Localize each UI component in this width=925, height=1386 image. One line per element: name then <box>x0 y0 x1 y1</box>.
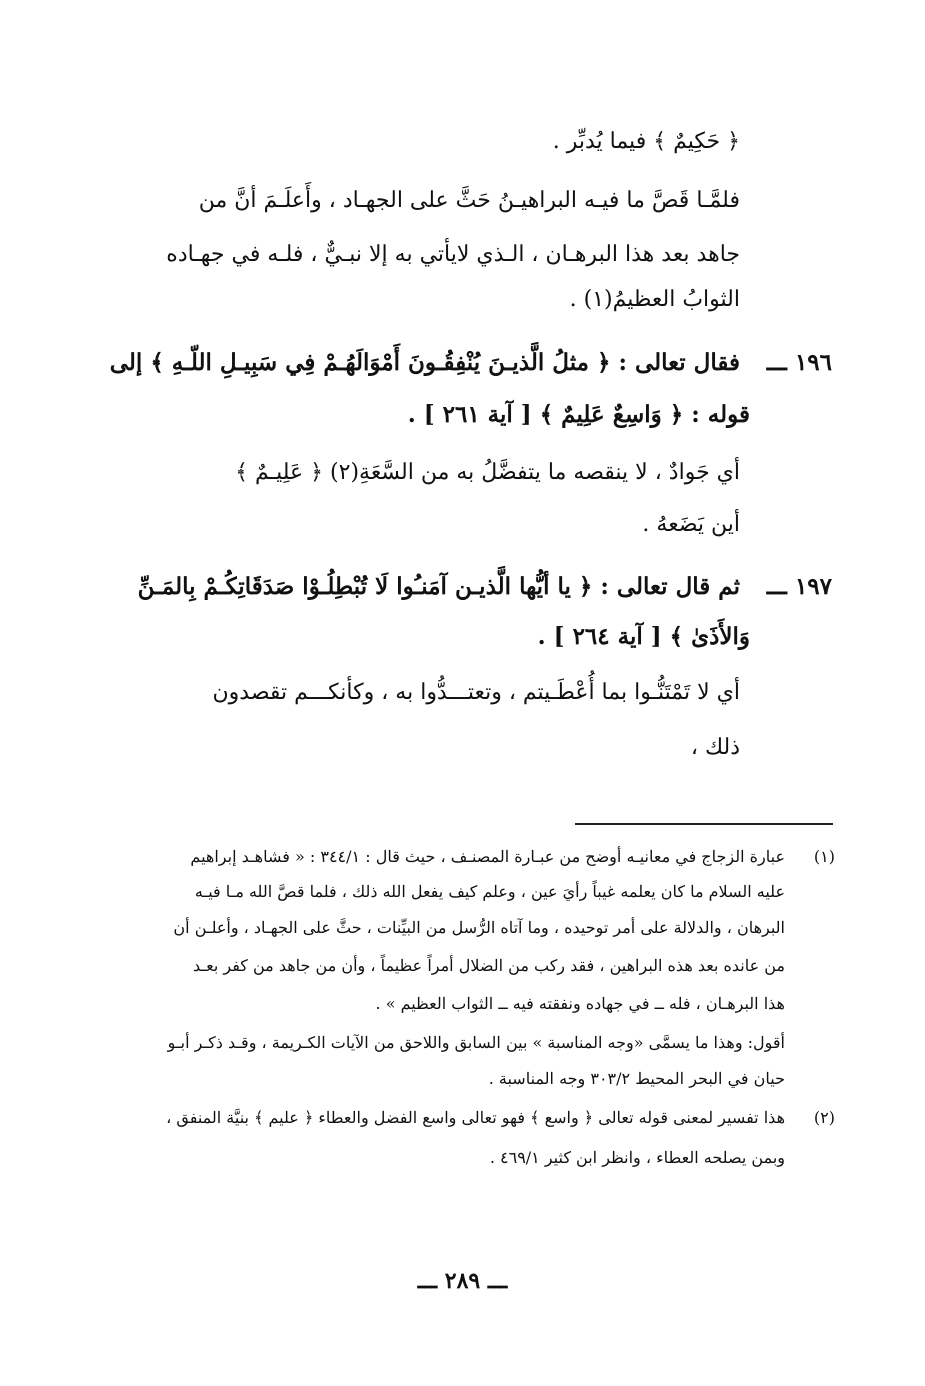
footnote-1-line-4: من عانده بعد هذه البراهين ، فقد ركب من الضلال أمراً عظيماً ، وأن من جاهد من كفر بعـد <box>193 956 785 975</box>
entry-196-text-line-1: أي جَوادٌ ، لا ينقصه ما يتفضَّلُ به من السَّعَةِ(٢) ﴿ عَلِيـمٌ ﴾ <box>235 460 740 485</box>
footnote-divider <box>575 823 833 825</box>
footnote-1-number: (١) <box>813 847 835 866</box>
footnote-1-line-7: حيان في البحر المحيط ٣٠٣/٢ وجه المناسبة . <box>488 1069 785 1088</box>
entry-196-heading-line-1: فقال تعالى : ﴿ مثلُ الَّذيـنَ يُنْفِقُـونَ أَمْوَالَهُـمْ فِي سَبِيـلِ اللّـهِ ﴾ إلى <box>109 349 740 376</box>
entry-196-heading-line-2: قوله : ﴿ وَاسِعٌ عَلِيمٌ ﴾ [ آية ٢٦١ ] . <box>407 401 750 428</box>
entry-196-number: ١٩٦ ـــ <box>766 349 832 376</box>
footnote-1-line-1: عبارة الزجاج في معانيـه أوضح من عبـارة المصنـف ، حيث قال : ٣٤٤/١ : « فشاهـد إبراهيم <box>190 847 785 866</box>
entry-197-text-line-2: ذلك ، <box>690 735 740 760</box>
footnote-1-line-3: البرهان ، والدلالة على أمر توحيده ، وما آتاه الرُّسل من البيِّنات ، حثَّ على الجهـاد ، وأعلـن أن <box>173 918 785 937</box>
footnote-1-line-2: عليه السلام ما كان يعلمه غيباً رأيَ عين ، وعلم كيف يفعل الله ذلك ، فلما قصَّ الله مـا فيـه <box>194 882 785 901</box>
main-line-1: ﴿ حَكِيمٌ ﴾ فيما يُدبِّر . <box>552 129 740 154</box>
footnote-2-line-1: هذا تفسير لمعنى قوله تعالى ﴿ واسع ﴾ فهو تعالى واسع الفضل والعطاء ﴿ عليم ﴾ بنيَّة المنفق ، <box>166 1108 785 1127</box>
page-number: ـــ ٢٨٩ ـــ <box>417 1268 508 1294</box>
entry-197-number: ١٩٧ ـــ <box>766 573 832 600</box>
entry-196-text-line-2: أين يَضَعهُ . <box>642 512 740 537</box>
main-line-3: جاهد بعد هذا البرهـان ، الـذي لايأتي به إلا نبـيٌّ ، فلـه في جهـاده <box>166 242 740 267</box>
main-line-2: فلمَّـا قَصَّ ما فيـه البراهيـنُ حَثَّ على الجهـاد ، وأَعلَـمَ أنَّ من <box>198 188 740 213</box>
footnote-1-line-5: هذا البرهـان ، فله ــ في جهاده ونفقته فيه ــ الثواب العظيم » . <box>375 994 785 1013</box>
footnote-2-number: (٢) <box>813 1108 835 1127</box>
main-line-4: الثوابُ العظيمُ(١) . <box>569 287 740 312</box>
entry-197-heading-line-1: ثم قال تعالى : ﴿ يا أيُّها الَّذيـن آمَنـُوا لَا تُبْطِلُـوْا صَدَقَاتِكُـمْ بِالمَـنِّ <box>137 573 740 600</box>
entry-197-text-line-1: أي لا تَمْتَنُّـوا بما أُعْطَـيتم ، وتعتـــدُّوا به ، وكأنكـــم تقصدون <box>212 680 740 705</box>
entry-197-heading-line-2: وَالأَذَىٰ ﴾ [ آية ٢٦٤ ] . <box>537 623 750 650</box>
footnote-2-line-2: وبمن يصلحه العطاء ، وانظر ابن كثير ٤٦٩/١ . <box>489 1148 785 1167</box>
footnote-1-line-6: أقول: وهذا ما يسمَّى «وجه المناسبة » بين السابق واللاحق من الآيات الكـريمة ، وقـد ذكـر أبـو <box>167 1033 785 1052</box>
